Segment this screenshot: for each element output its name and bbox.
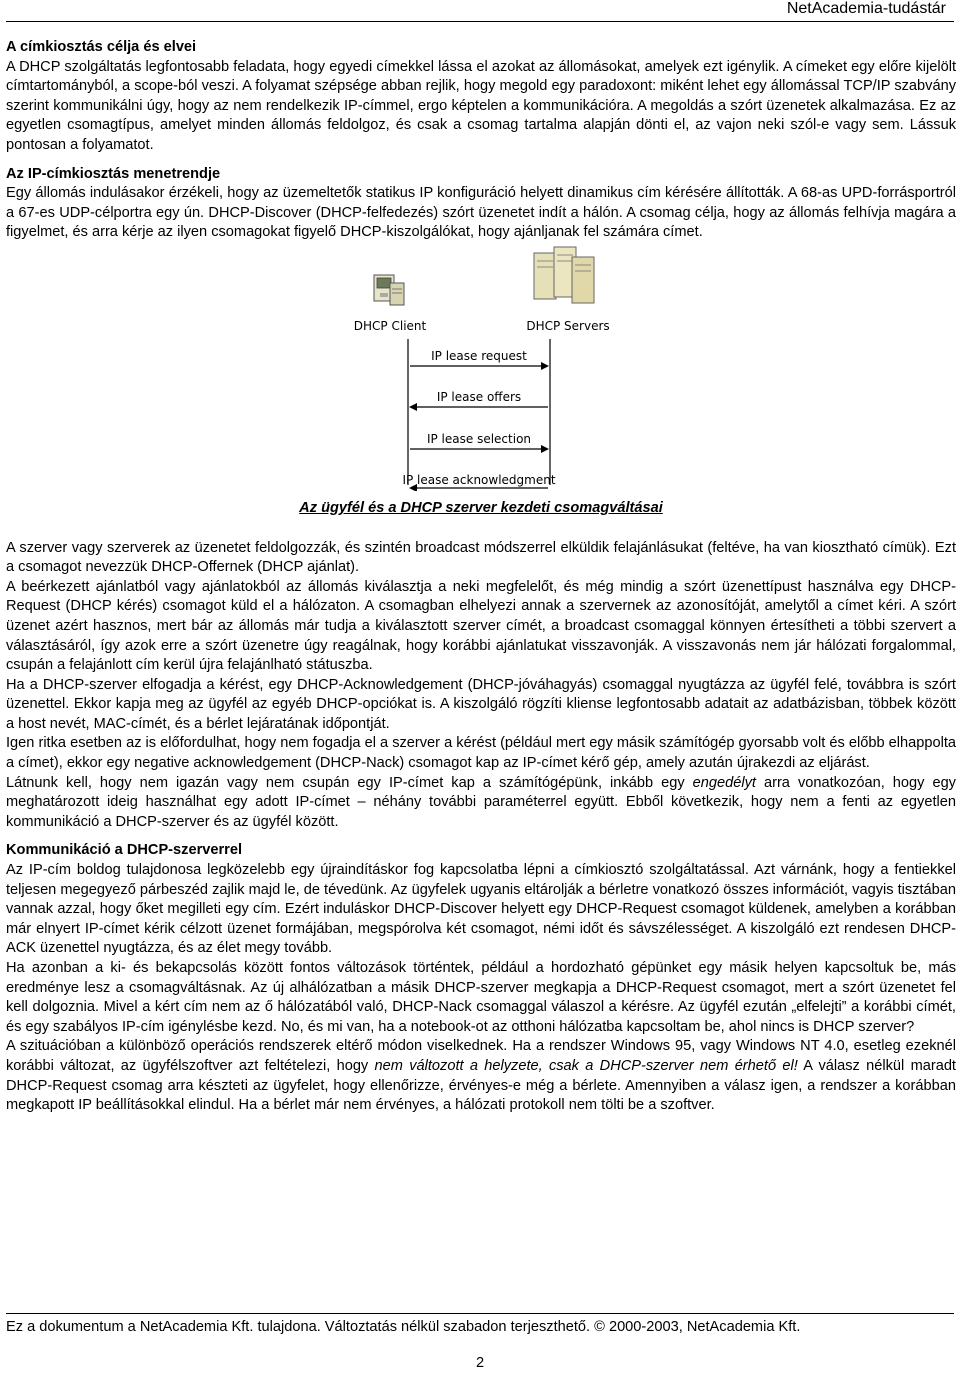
paragraph: A szerver vagy szerverek az üzenetet feldolgozzák, és szintén broadcast módszerrel elküldik felajánlásukat (feltéve, ha van kiosztható címük). Ezt a csomagot nevezzük DHCP-Offernek (DHCP ajánlat).: [6, 539, 956, 576]
client-label: DHCP Client: [353, 318, 427, 333]
figure-caption: Az ügyfél és a DHCP szerver kezdeti csomagváltásai: [299, 499, 663, 516]
client-computer-icon: [374, 275, 404, 305]
footer-copyright: Ez a dokumentum a NetAcademia Kft. tulajdona. Változtatás nélkül szabadon terjeszthető. © 2000-2003, NetAcademia Kft.: [6, 1319, 801, 1335]
arrowhead: [541, 362, 549, 370]
arrowhead: [541, 445, 549, 453]
paragraph: [6, 774, 956, 833]
paragraph: Igen ritka esetben az is előfordulhat, hogy nem fogadja el a szerver a kérést (például mert egy másik számítógép gyorsabb volt és előbb elhappolta a címet), ekkor egy negative acknowledgement (DHCP-Nack) csomagot kap az IP-címet kérő gép, amely azután újrakezdi az eljárást.: [6, 735, 956, 772]
message-label: IP lease offers: [436, 389, 522, 404]
footer-rule: [6, 1313, 954, 1314]
document-body: [6, 38, 956, 1116]
text-run: A szituációban a különböző operációs rendszerek eltérő módon viselkednek. Ha a rendszer Windows 95, vagy Windows NT 4.0, esetleg ezeknél korábbi változat, az ügyfélszoftver azt feltételezi, hogy: [6, 1038, 956, 1074]
section-heading: Kommunikáció a DHCP-szerverrel: [6, 842, 243, 859]
section-heading: A címkiosztás célja és elvei: [6, 39, 197, 55]
paragraph: Az IP-cím boldog tulajdonosa legközelebb egy újraindításkor fog kapcsolatba lépni a címkiosztó szolgáltatással. Azt várnánk, hogy a fentiekkel teljesen megegyező párbeszéd zajlik majd le, de tévedünk. Az ügyfelek ugyanis eltárolják a bérletre vonatkozó összes információt, vagyis tisztában vannak azzal, hogy őket megilleti egy cím. Ezért induláskor DHCP-Discover helyett egy DHCP-Request csomagot küldenek, amelyben a korábban már elnyert IP-címet kérik célzott üzenet formájában, megspórolva két csomagot, némi időt és sávszélességet. A kiszolgáló ezt rendesen DHCP-ACK üzenettel nyugtázza, és az élet megy tovább.: [6, 862, 956, 957]
text-run: A válasz nélkül maradt DHCP-Request csomag arra készteti az ügyfelet, hogy ellenőrizze, érvényes-e még a bérlete. Amennyiben a válasz igen, a rendszer a korábban megkapott IP beállításokkal elindul. Ha a bérlet már nem érvényes, a hálózati protokoll nem tölti be a szoftver.: [6, 1057, 956, 1114]
paragraph: [6, 1037, 956, 1115]
message-label: IP lease selection: [426, 431, 532, 446]
page-number: 2: [475, 1355, 485, 1371]
servers-icon: [534, 247, 594, 303]
arrowhead: [409, 403, 417, 411]
paragraph: A beérkezett ajánlatból vagy ajánlatokból az állomás kiválasztja a neki megfelelőt, és még mindig a szórt üzenettípust használva egy DHCP-Request (DHCP kérés) csomagot küld el a hálózaton. A csomagban elhelyezi annak a szervernek az azonosítóját, amelytől a címet kéri. A szórt üzenet azért hasznos, mert bár az állomás már tudja a kiválasztott szerver címét, a broadcast csomaggal könnyen értesítheti a többi szervert a választásáról, így azok erre a szórt üzenetre úgy reagálnak, hogy korábbi ajánlatukat visszavonják. A visszavonás nem jár hálózati forgalommal, csupán a felajánlott cím kerül újra felajánlható státuszba.: [6, 578, 956, 674]
message-label: IP lease acknowledgment: [402, 472, 556, 487]
paragraph: A DHCP szolgáltatás legfontosabb feladata, hogy egyedi címekkel lássa el azokat az állomásokat, amelyek ezt igénylik. A címeket egy előre kijelölt címtartományból, a scope-ból veszi. A folyamat szépsége abban rejlik, hogy megold egy paradoxont: miként lehet egy állomással TCP/IP szabvány szerint kommunikálni úgy, hogy az nem rendelkezik IP-címmel, ergo képtelen a kommunikációra. A megoldás a szórt üzenetek alkalmazása. Ez az egyetlen csomagtípus, amelyet minden állomás feldolgoz, és csak a csomag tartalma alapján dönti el, az vajon neki szól-e vagy sem. Lássuk pontosan a folyamatot.: [6, 58, 956, 153]
text-run: arra vonatkozóan, hogy egy meghatározott ideig használhat egy adott IP-címet – néhány további paraméterrel együtt. Ebből következik, hogy nem a fenti az egyetlen kommunikáció a DHCP-szerver és az ügyfél között.: [6, 774, 956, 830]
emphasis: nem változott a helyzete, csak a DHCP-szerver nem érhető el!: [374, 1057, 798, 1074]
paragraph: Ha azonban a ki- és bekapcsolás között fontos változások történtek, például a hordozható gépünket egy másik helyen kapcsoltuk be, más eredménye lesz a csomagváltásnak. Az új alhálózatban a másik DHCP-szerver megkapja a DHCP-Request csomagot, mert a szórt üzenetet fel kell dolgoznia. Mivel a kért cím nem az ő hálózatából való, DHCP-Nack csomaggal válaszol a kérésre. Az ügyfél ezután „elfelejti” a korábbi címét, és egy szabályos IP-cím igénylésbe kezd. No, és mi van, ha a notebook-ot az otthoni hálózatba kapcsoltam be, ahol nincs is DHCP szerver?: [6, 960, 956, 1035]
text-run: Látnunk kell, hogy nem igazán vagy nem csupán egy IP-címet kap a számítógépünk, inkább egy: [6, 774, 693, 791]
header-rule: [6, 21, 954, 22]
dhcp-exchange-diagram: [6, 243, 956, 491]
servers-label: DHCP Servers: [526, 318, 610, 333]
dhcp-diagram-svg: [6, 243, 956, 491]
running-header: NetAcademia-tudástár: [786, 0, 946, 17]
paragraph: Egy állomás indulásakor érzékeli, hogy az üzemeltetők statikus IP konfiguráció helyett dinamikus cím kérésére állították. A 68-as UPD-forrásportról a 67-es UDP-célportra egy ún. DHCP-Discover (DHCP-felfedezés) szórt üzenetet indít a hálón. A csomag célja, hogy az állomás felhívja magára a figyelmet, és arra kérje az ilyen csomagokat figyelő DHCP-kiszolgálókat, hogy ajánljanak fel számára címet.: [6, 185, 956, 241]
paragraph: Ha a DHCP-szerver elfogadja a kérést, egy DHCP-Acknowledgement (DHCP-jóváhagyás) csomaggal nyugtázza az ügyfél felé, továbbra is szórt üzenettel. Ekkor kapja meg az ügyfél az egyéb DHCP-opciókat is. A kiszolgáló rögzíti kliense legfontosabb adatait az adatbázisban, többek között a host nevét, MAC-címét, és a bérlet lejáratának időpontját.: [6, 676, 956, 732]
section-heading: Az IP-címkiosztás menetrendje: [6, 165, 221, 182]
message-label: IP lease request: [431, 348, 527, 363]
emphasis: engedélyt: [692, 774, 756, 791]
